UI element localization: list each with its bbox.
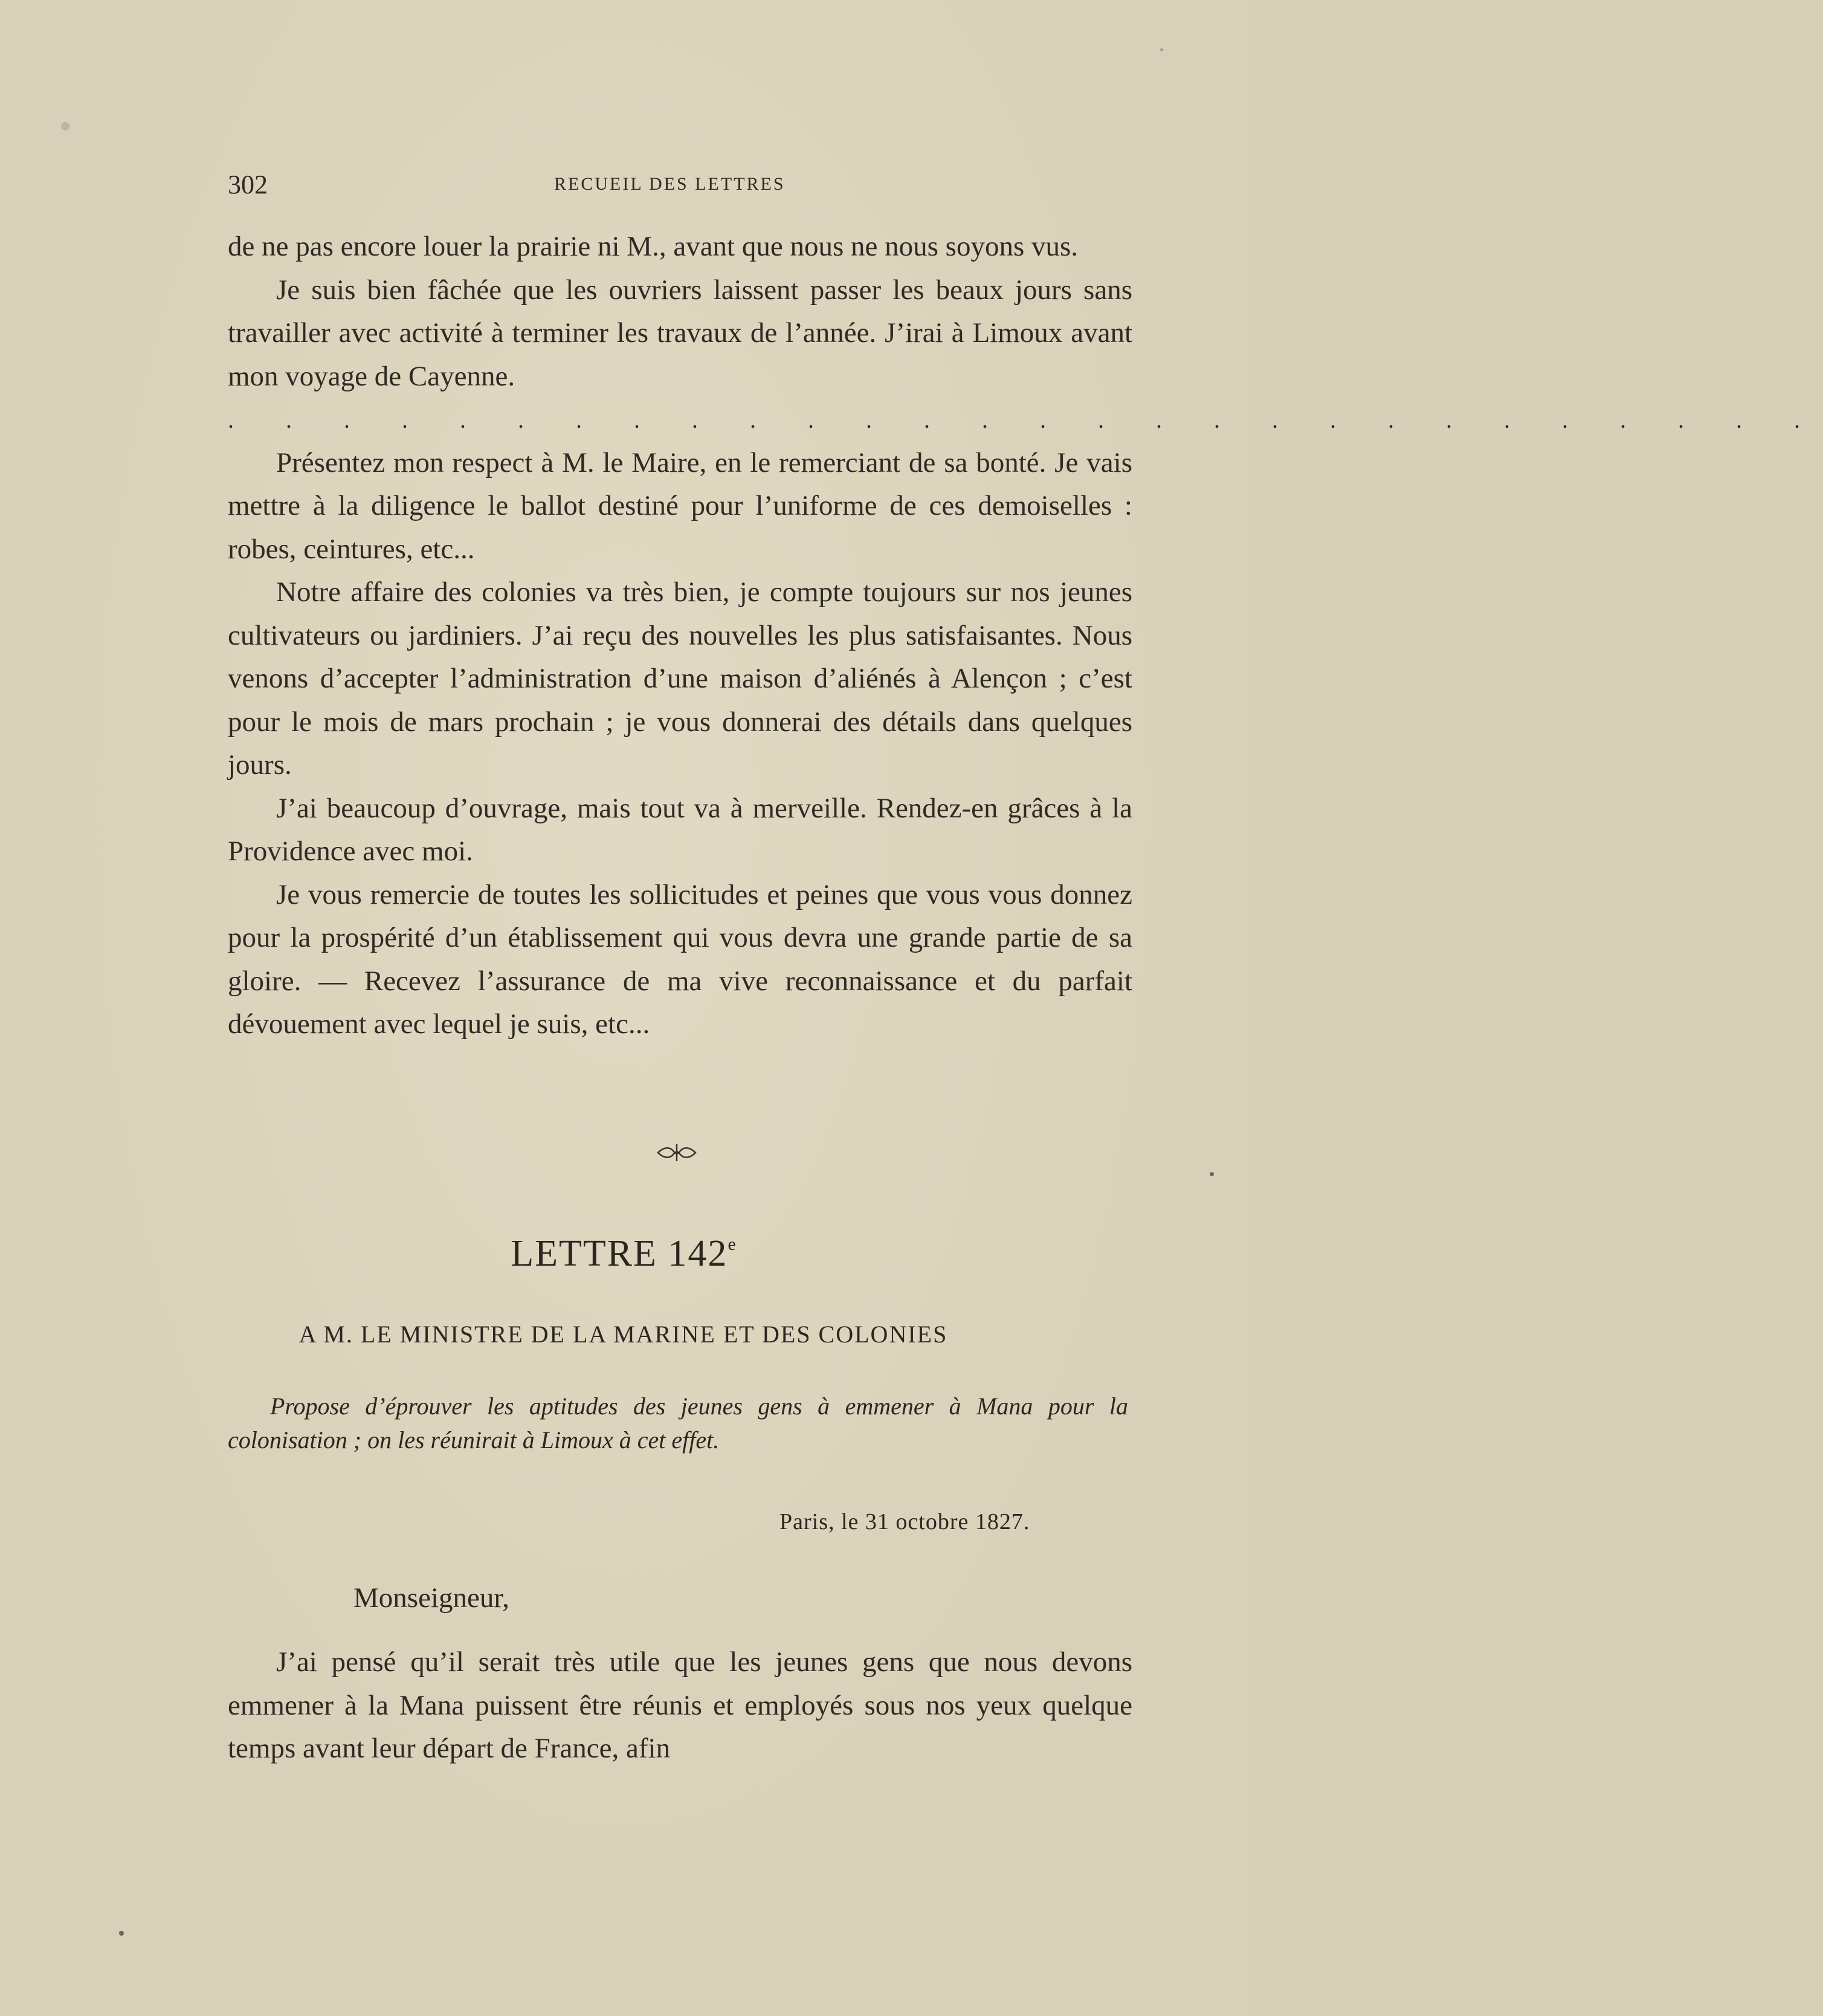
paper-speck: [61, 122, 69, 130]
letter-title-text: LETTRE 142: [511, 1233, 728, 1274]
ornament-divider-icon: [656, 1141, 698, 1165]
paper-speck: [1160, 48, 1163, 51]
paragraph: J’ai pensé qu’il serait très utile que les jeunes gens que nous devons emmener à la Mana puissent être réunis et employés sous nos yeux quelque temps avant leur départ de France, afin: [228, 1646, 1132, 1764]
letter-body: [228, 1641, 1132, 1771]
ellipsis-line: . . . . . . . . . . . . . . . . . . . . . . . . . . . .: [228, 406, 1823, 433]
paragraph: Présentez mon respect à M. le Maire, en le remerciant de sa bonté. Je vais mettre à la diligence le ballot destiné pour l’uniforme de ces demoiselles : robes, ceintures, etc...: [228, 446, 1132, 565]
letter-addressee: A M. LE MINISTRE DE LA MARINE ET DES COLONIES: [298, 1321, 948, 1348]
paper-speck: [1210, 1172, 1214, 1176]
paragraph: de ne pas encore louer la prairie ni M., avant que nous ne nous soyons vus.: [228, 231, 1079, 262]
letter-salutation: Monseigneur,: [353, 1582, 509, 1614]
previous-letter-text: [228, 225, 1823, 1046]
paragraph: J’ai beaucoup d’ouvrage, mais tout va à merveille. Rendez-en grâces à la Providence avec moi.: [228, 792, 1132, 867]
letter-title-superscript: e: [728, 1234, 736, 1254]
paper-speck: [119, 1931, 124, 1936]
letter-summary: Propose d’éprouver les aptitudes des jeunes gens à emmener à Mana pour la colonisation ; on les réunirait à Limoux à cet effet.: [228, 1393, 1128, 1454]
page-number: 302: [228, 170, 268, 199]
letter-title: [0, 1232, 1247, 1275]
paragraph: Je vous remercie de toutes les sollicitudes et peines que vous vous donnez pour la prospérité d’un établissement qui vous devra une grande partie de sa gloire. — Recevez l’assurance de ma vive reconnaissance et du parfait dévouement avec lequel je suis, etc...: [228, 878, 1132, 1040]
letter-dateline: Paris, le 31 octobre 1827.: [779, 1509, 1030, 1535]
page-header: [228, 169, 1134, 199]
paragraph: Je suis bien fâchée que les ouvriers laissent passer les beaux jours sans travailler avec activité à terminer les travaux de l’année. J’irai à Limoux avant mon voyage de Cayenne.: [228, 274, 1132, 392]
running-head: RECUEIL DES LETTRES: [554, 174, 786, 194]
paragraph: Notre affaire des colonies va très bien, je compte toujours sur nos jeunes cultivateurs ou jardiniers. J’ai reçu des nouvelles les plus satisfaisantes. Nous venons d’accepter l’administration d’une maison d’aliénés à Alençon ; c’est pour le mois de mars prochain ; je vous donnerai des détails dans quelques jours.: [228, 576, 1132, 781]
